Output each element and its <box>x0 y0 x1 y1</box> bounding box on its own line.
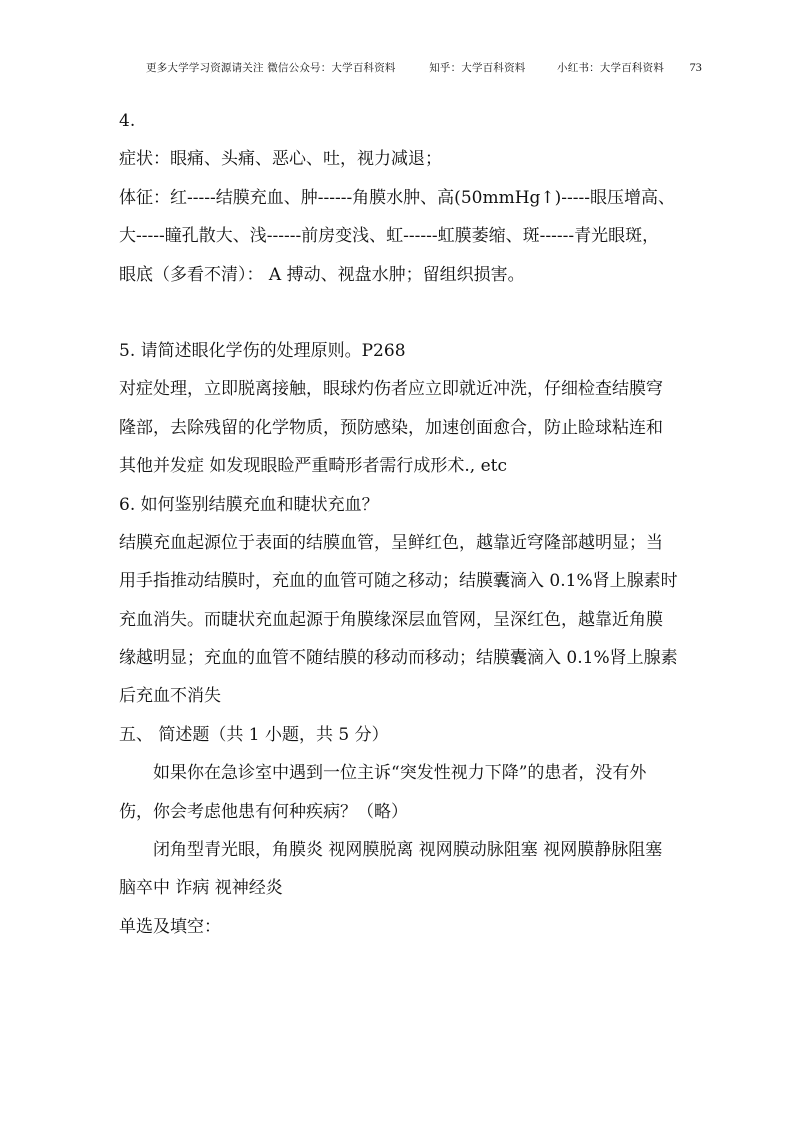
header-zhihu-text: 知乎：大学百科资料 <box>429 62 526 74</box>
section-5-heading: 五、 简述题（共 1 小题，共 5 分） <box>119 724 389 745</box>
essay-question-line-1: 如果你在急诊室中遇到一位主诉“突发性视力下降”的患者，没有外 <box>153 763 647 784</box>
answer-5-line-1: 对症处理，立即脱离接触，眼球灼伤者应立即就近冲洗，仔细检查结膜穹 <box>119 379 663 400</box>
answer-6-line-3: 充血消失。而睫状充血起源于角膜缘深层血管网，呈深红色，越靠近角膜 <box>119 609 663 630</box>
signs-line-1: 体征：红-----结膜充血、肿------角膜水肿、高(50mmHg↑)-----眼压增高、 <box>119 187 675 208</box>
answer-6-line-2: 用手指推动结膜时，充血的血管可随之移动；结膜囊滴入 0.1%肾上腺素时 <box>119 571 678 592</box>
paragraph-gap <box>119 294 721 332</box>
fundus-line: 眼底（多看不清）： A 搏动、视盘水肿；留组织损害。 <box>119 264 525 285</box>
question-4-number: 4. <box>119 111 136 131</box>
essay-question-line-2: 伤，你会考虑他患有何种疾病？（略） <box>119 801 408 822</box>
question-6-heading: 6. 如何鉴别结膜充血和睫状充血？ <box>119 494 379 515</box>
essay-answer-line-1: 闭角型青光眼，角膜炎 视网膜脱离 视网膜动脉阻塞 视网膜静脉阻塞 <box>153 840 663 861</box>
answer-5-line-3: 其他并发症 如发现眼睑严重畸形者需行成形术., etc <box>119 456 508 477</box>
header-xiaohongshu-text: 小红书：大学百科资料 <box>557 62 665 74</box>
answer-5-line-2: 隆部，去除残留的化学物质，预防感染，加速创面愈合，防止睑球粘连和 <box>119 417 663 438</box>
single-choice-heading: 单选及填空： <box>119 916 221 937</box>
answer-6-line-1: 结膜充血起源位于表面的结膜血管，呈鲜红色，越靠近穹隆部越明显；当 <box>119 532 663 553</box>
question-5-heading: 5. 请简述眼化学伤的处理原则。P268 <box>119 340 406 361</box>
answer-6-line-4: 缘越明显；充血的血管不随结膜的移动而移动；结膜囊滴入 0.1%肾上腺素 <box>119 648 678 669</box>
signs-line-2: 大-----瞳孔散大、浅------前房变浅、虹------虹膜萎缩、斑------青光眼斑， <box>119 226 660 247</box>
header-source-text: 更多大学学习资源请关注 微信公众号：大学百科资料 <box>146 62 396 74</box>
essay-answer-line-2: 脑卒中 诈病 视神经炎 <box>119 878 283 899</box>
answer-6-line-5: 后充血不消失 <box>119 686 221 707</box>
document-body <box>119 102 721 946</box>
page-header <box>146 60 706 75</box>
page-number: 73 <box>689 60 702 74</box>
symptoms-line: 症状：眼痛、头痛、恶心、吐，视力减退； <box>119 149 442 170</box>
